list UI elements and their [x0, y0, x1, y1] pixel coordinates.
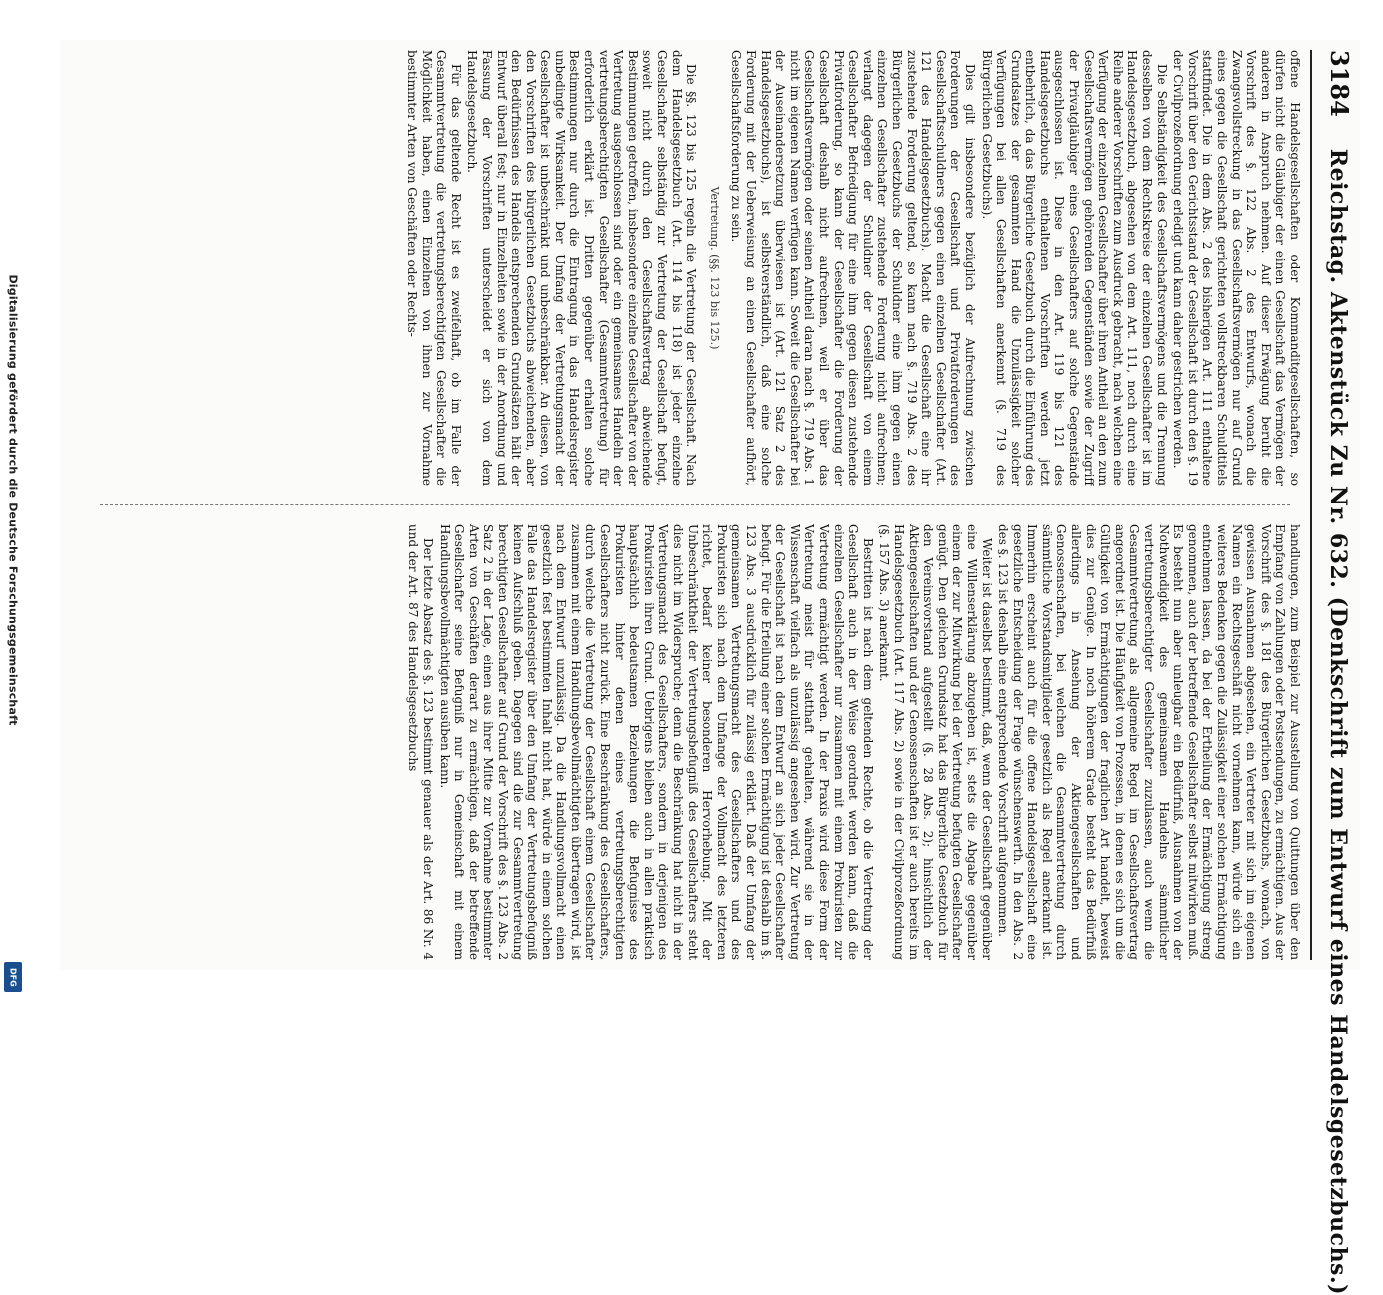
running-title: Reichstag. Aktenstück Zu Nr. 632. (Denkschrift zum Entwurf eines Handelsgesetzbuchs.): [1325, 148, 1351, 1295]
column-divider: [100, 504, 1290, 505]
page-number: 3184: [1325, 50, 1354, 117]
paragraph: Weiter ist daselbst bestimmt, daß, wenn der Gesellschaft gegenüber eine Willenserklärung abzugeben ist, stets die Abgabe gegenüber einem der zur Mitwirkung bei der Vertretung befugten Gesellschafter genügt. Den gleichen Grundsatz hat das Bürgerliche Gesetzbuch für den Vereinsvorstand aufgestellt (§. 28 Abs. 2); hinsichtlich der Aktiengesellschaften und der Genossenschaften ist er auch bereits im Handelsgesetzbuch (Art. 117 Abs. 2) sowie in der Civilprozeßordnung (§. 157 Abs. 3) anerkannt.: [877, 524, 994, 960]
paragraph: Bestritten ist nach dem geltenden Rechte, ob die Vertretung der Gesellschaft auch in der Weise geordnet werden kann, daß die einzelnen Gesellschafter nur zusammen mit einem Prokuristen zur Vertretung ermächtigt werden. In der Praxis wird diese Form der Vertretung meist für statthaft gehalten, während sie in der Wissenschaft vielfach als unzulässig angesehen wird. Zur Vertretung der Gesellschaft ist nach dem Entwurf an sich jeder Gesellschafter befugt. Für die Erteilung einer solchen Ermächtigung ist deshalb im §. 123 Abs. 3 ausdrücklich für zulässig erklärt. Daß der Umfang der gemeinsamen Vertretungsmacht des Gesellschafters und des Prokuristen sich nach dem Umfange der Vollmacht des letzteren richtet, bedarf keiner besonderen Hervorhebung. Mit der Unbeschränktheit der Vertretungsbefugniß des Gesellschafters steht dies nicht im Widerspruche; denn die Beschränkung hat nicht in der Vertretungsmacht des Gesellschafters, sondern in derjenigen des Prokuristen ihren Grund. Uebrigens bleiben auch in allen praktisch hauptsächlich bedeutsamen Beziehungen die Befugnisse des Prokuristen hinter denen eines vertretungsberechtigten Gesellschafters nicht zurück. Eine Beschränkung des Gesellschafters, durch welche die Vertretung der Gesellschaft einem Gesellschafter zusammen mit einem Handlungsbevollmächtigten übertragen wird, ist nach dem Entwurf unzulässig. Da die Handlungsvollmacht einen gesetzlich fest bestimmten Inhalt nicht hat, würde in einem solchen Falle das Handelsregister über den Umfang der Vertretungsbefugniß keinen Aufschluß geben. Dagegen sind die zur Gesammtvertretung berechtigten Gesellschafter auf Grund der Vorschrift des §. 123 Abs. 2 Satz 2 in der Lage, einen aus ihrer Mitte zur Vornahme bestimmter Arten von Geschäften derart zu ermächtigen, daß der betreffende Gesellschafter seine Befugniß nur in Gemeinschaft mit einem Handlungsbevollmächtigten ausüben kann.: [437, 524, 875, 960]
left-column: [84, 50, 1302, 486]
paragraph: Die §§. 123 bis 125 regeln die Vertretung der Gesellschaft. Nach dem Handelsgesetzbuch (Art. 114 bis 118) ist jeder einzelne Gesellschafter selbständig zur Vertretung der Gesellschaft befugt, soweit nicht durch den Gesellschaftsvertrag abweichende Bestimmungen getroffen, insbesondere einzelne Gesellschafter von der Vertretung ausgeschlossen sind oder ein gemeinsames Handeln der vertretungsberechtigten Gesellschafter (Gesammtvertretung) für erforderlich erklärt ist. Dritten gegenüber erhalten solche Bestimmungen nur durch die Eintragung in das Handelsregister unbedingte Wirksamkeit. Der Umfang der Vertretungsmacht der Gesellschafter ist unbeschränkt und unbeschränkbar. An diesen, von den Vorschriften des bürgerlichen Gesetzbuchs abweichenden, aber den Bedürfnissen des Handels entsprechenden Grundsätzen hält der Entwurf überall fest; nur in Einzelheiten sowie in der Anordnung und Fassung der Vorschriften unterscheidet er sich von dem Handelsgesetzbuch.: [465, 50, 699, 486]
page-header: [1310, 50, 1354, 1295]
dfg-logo-icon: DFG: [4, 962, 22, 992]
digitization-sidebar: [0, 0, 26, 1000]
scanned-page: [60, 40, 1360, 1295]
section-heading: Vertretung. (§§. 123 bis 125.): [707, 186, 721, 350]
paragraph: Der letzte Absatz des §. 123 bestimmt genauer als der Art. 86 Nr. 4 und der Art. 87 des Handelsgesetzbuchs: [406, 524, 435, 960]
right-column: [84, 524, 1302, 960]
paragraph: Die Selbständigkeit des Gesellschaftsvermögens und die Trennung desselben von dem Rechtskreise der einzelnen Gesellschafter ist im Handelsgesetzbuch, abgesehen von dem Art. 111, noch durch eine Reihe anderer Vorschriften zum Ausdruck gebracht, nach welchen eine Verfügung der einzelnen Gesellschafter über ihren Antheil an den zum Gesellschaftsvermögen gehörenden Gegenständen sowie der Zugriff der Privatgläubiger eines Gesellschafters auf solche Gegenstände ausgeschlossen ist. Diese in den Art. 119 bis 121 des Handelsgesetzbuchs enthaltenen Vorschriften werden jetzt entbehrlich, da das Bürgerliche Gesetzbuch durch die Einführung des Grundsatzes der gesammten Hand die Unzulässigkeit solcher Verfügungen bei allen Gesellschaften anerkennt (§. 719 des Bürgerlichen Gesetzbuchs).: [979, 50, 1169, 486]
paragraph: offene Handelsgesellschaften oder Kommanditgesellschaften, so dürfen nicht die Gläubiger der einen Gesellschaft das Vermögen der anderen in Anspruch nehmen. Auf dieser Erwägung beruht die Vorschrift des §. 122 Abs. 2 des Entwurfs, wonach die Zwangsvollstreckung in das Gesellschaftsvermögen nur auf Grund eines gegen die Gesellschaft gerichteten vollstreckbaren Schuldtitels stattfindet. Die in dem Abs. 2 des bisherigen Art. 111 enthaltene Vorschrift über den Gerichtsstand der Gesellschaft ist durch den §. 19 der Civilprozeßordnung erledigt und kann daher gestrichen werden.: [1171, 50, 1302, 486]
paragraph: handlungen, zum Beispiel zur Ausstellung von Quittungen über den Empfang von Zahlungen oder Postsendungen, zu ermächtigen. Aus der Vorschrift des §. 181 des Bürgerlichen Gesetzbuchs, wonach, von gewissen Ausnahmen abgesehen, ein Vertreter mit sich im eigenen Namen ein Rechtsgeschäft nicht vornehmen kann, würde sich ein weiteres Bedenken gegen die Zulässigkeit einer solchen Ermächtigung entnehmen lassen, da bei der Ertheilung der Ermächtigung streng genommen, auch der betreffende Gesellschafter selbst mitwirken muß. Es besteht nun aber unleugbar ein Bedürfniß, Ausnahmen von der Nothwendigkeit des gemeinsamen Handelns sämmtlicher vertretungsberechtigter Gesellschafter zuzulassen, auch wenn die Gesammtvertretung als allgemeine Regel im Gesellschaftsvertrag angeordnet ist. Die Häufigkeit von Prozessen, in denen es sich um die Gültigkeit von Ermächtigungen der fraglichen Art handelt, beweist dies zur Genüge. In noch höherem Grade besteht das Bedürfniß allerdings in Ansehung der Aktiengesellschaften und Genossenschaften, bei welchen die Gesammtvertretung durch sämmtliche Vorstandsmitglieder gesetzlich als Regel anerkannt ist. Immerhin erscheint auch für die offene Handelsgesellschaft eine gesetzliche Entscheidung der Frage wünschenswerth. In den Abs. 2 des §. 123 ist deshalb eine entsprechende Vorschrift aufgenommen.: [996, 524, 1302, 960]
digitization-notice: Digitalisierung gefördert durch die Deutsche Forschungsgemeinschaft: [6, 274, 20, 726]
paragraph: Dies gilt insbesondere bezüglich der Aufrechnung zwischen Forderungen der Gesellschaft und Privatforderungen des Gesellschaftsschuldners gegen einen einzelnen Gesellschafter (Art. 121 des Handelsgesetzbuchs). Macht die Gesellschaft eine ihr zustehende Forderung geltend, so kann nach §. 719 Abs. 2 des Bürgerlichen Gesetzbuchs der Schuldner eine ihm gegen einen einzelnen Gesellschafter zustehende Forderung nicht aufrechnen; verlangt dagegen der Schuldner der Gesellschaft von einem Gesellschafter Befriedigung für eine ihm gegen diesen zustehende Privatforderung, so kann der Gesellschafter die Forderung der Gesellschaft deshalb nicht aufrechnen, weil er über das Gesellschaftsvermögen oder seinen Antheil daran nach §. 719 Abs. 1 nicht im eigenen Namen verfügen kann. Soweit die Gesellschafter bei der Auseinandersetzung überwiesen ist (Art. 121 Satz 2 des Handelsgesetzbuchs), ist selbstverständlich, daß eine solche Forderung mit der Ueberweisung an einen Gesellschafter aufhört, Gesellschaftsforderung zu sein.: [729, 50, 977, 486]
paragraph: Für das geltende Recht ist es zweifelhaft, ob im Falle der Gesammtvertretung die vertretungsberechtigten Gesellschafter die Möglichkeit haben, einen Einzelnen von ihnen zur Vornahme bestimmter Arten von Geschäften oder Rechts-: [404, 50, 463, 486]
rotated-page-content: [60, 40, 1360, 1295]
